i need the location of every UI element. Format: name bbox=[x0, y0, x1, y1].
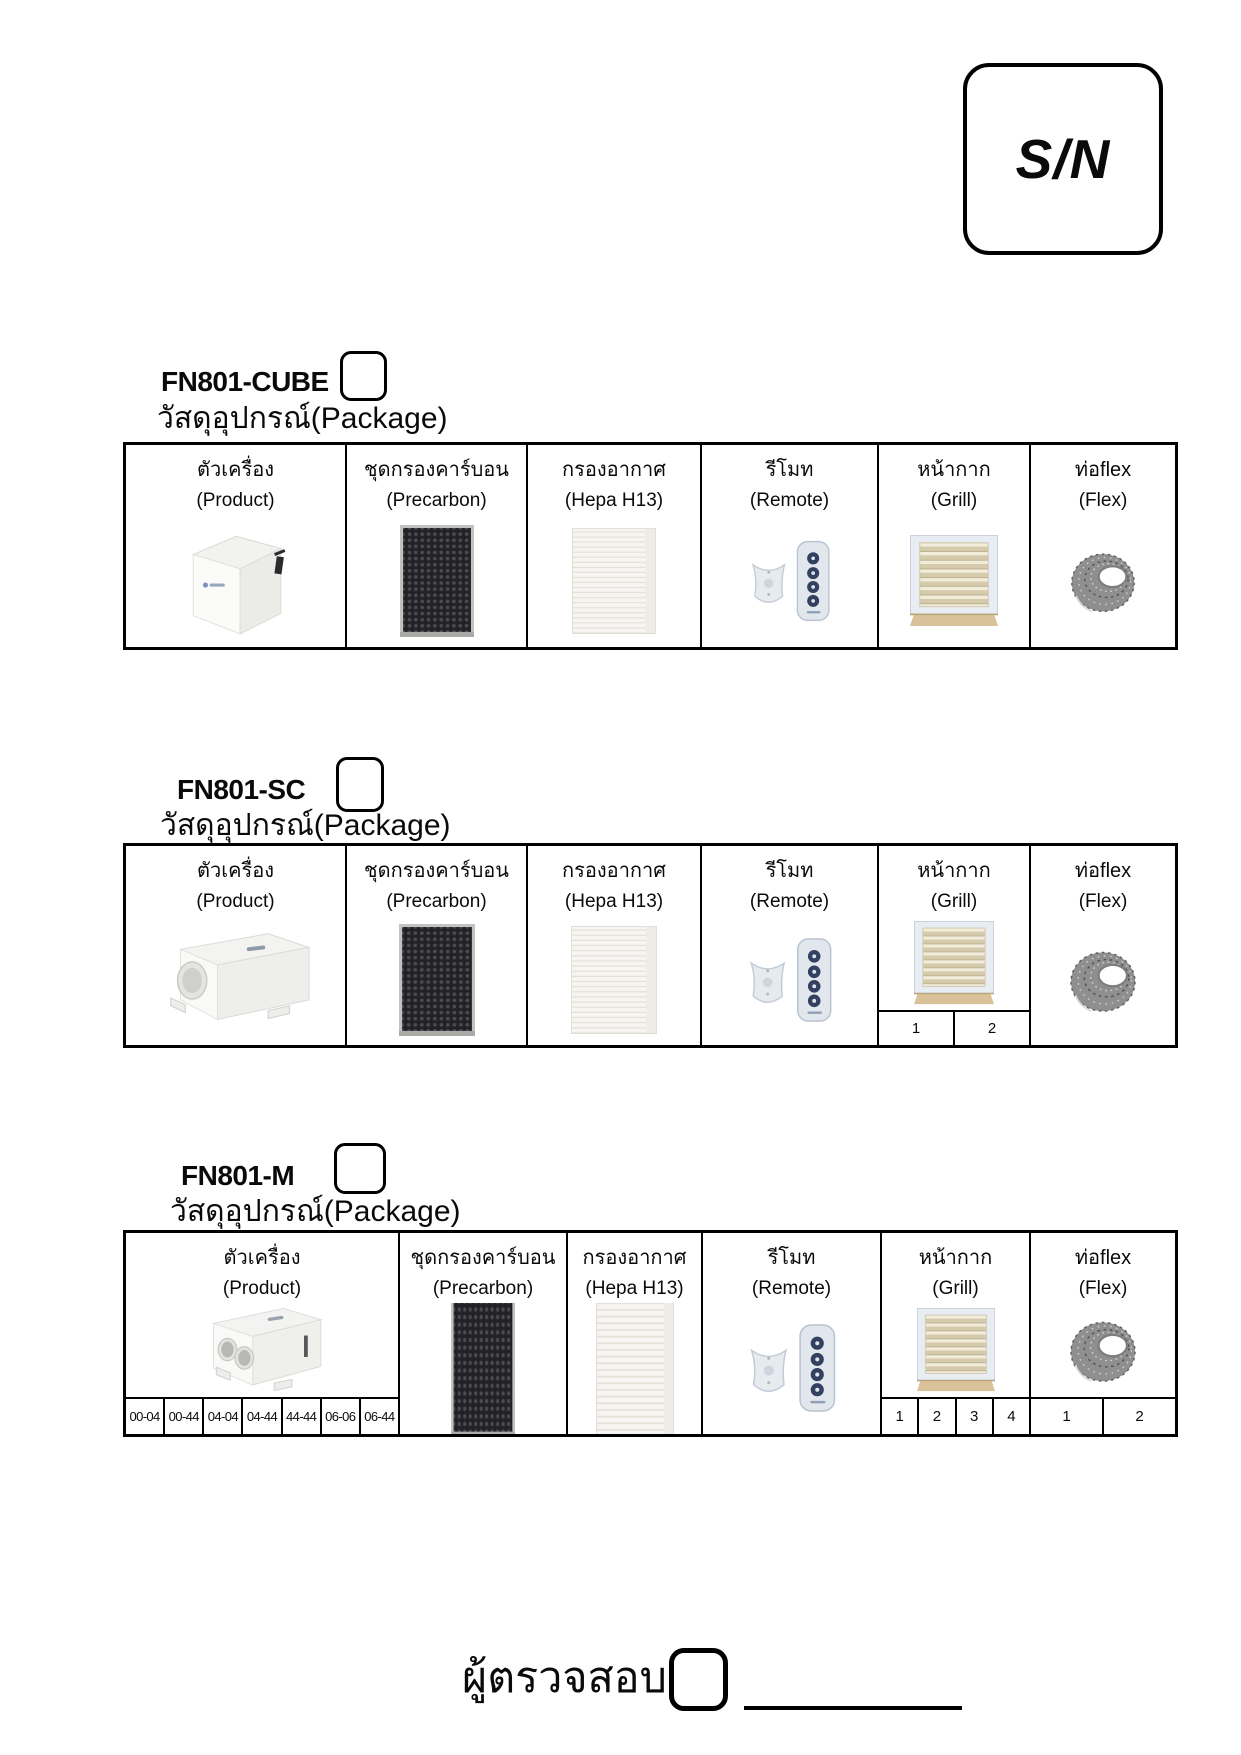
table-column-precarbon bbox=[347, 445, 528, 647]
column-header-thai: ท่อflex bbox=[1074, 459, 1132, 481]
column-header-english: (Flex) bbox=[1078, 1278, 1128, 1299]
column-header-english: (Flex) bbox=[1078, 490, 1128, 511]
column-header-thai: หน้ากาก bbox=[917, 459, 991, 481]
column-header-thai: ตัวเครื่อง bbox=[197, 459, 274, 481]
grill-count-cell: 2 bbox=[953, 1012, 1029, 1045]
grill-photo bbox=[917, 1308, 995, 1392]
column-header-english: (Grill) bbox=[932, 1278, 979, 1299]
package-table-fn801-m bbox=[123, 1230, 1178, 1437]
table-column-remote bbox=[703, 1233, 882, 1434]
column-header-thai: หน้ากาก bbox=[918, 1247, 993, 1269]
section-title-fn801-cube: FN801-CUBE bbox=[161, 366, 329, 397]
table-column-remote bbox=[702, 445, 879, 647]
serial-number-box[interactable] bbox=[963, 63, 1163, 255]
variant-code-cell: 06-06 bbox=[320, 1399, 359, 1434]
remote-control-photo bbox=[740, 537, 840, 625]
variant-code-cell: 04-44 bbox=[241, 1399, 280, 1434]
column-header-english: (Grill) bbox=[930, 490, 978, 511]
hepa-filter-photo bbox=[571, 926, 657, 1034]
grill-photo bbox=[914, 921, 994, 1005]
precarbon-filter-photo bbox=[399, 924, 475, 1036]
column-header-english: (Product) bbox=[196, 891, 275, 912]
flex-count-cell: 1 bbox=[1062, 1408, 1071, 1425]
grill-count-cell: 2 bbox=[917, 1399, 954, 1434]
model-checkbox-fn801-sc[interactable] bbox=[336, 757, 384, 812]
section-title-fn801-sc: FN801-SC bbox=[177, 774, 306, 805]
signature-line[interactable] bbox=[744, 1668, 962, 1710]
column-header-thai: รีโมท bbox=[767, 1247, 816, 1269]
model-checkbox-fn801-m[interactable] bbox=[334, 1143, 386, 1194]
flex-count-cell: 2 bbox=[1102, 1399, 1175, 1434]
table-column-precarbon bbox=[347, 846, 528, 1045]
table-column-grill bbox=[879, 445, 1031, 647]
model-checkbox-fn801-cube[interactable] bbox=[340, 351, 387, 401]
grill-count-cell: 4 bbox=[992, 1399, 1029, 1434]
product-sc-photo bbox=[152, 924, 320, 1036]
table-column-hepa bbox=[528, 445, 702, 647]
table-column-precarbon bbox=[400, 1233, 568, 1434]
column-header-english: (Remote) bbox=[751, 1278, 832, 1299]
variant-code-cell: 04-04 bbox=[202, 1399, 241, 1434]
grill-count-cell: 1 bbox=[895, 1408, 904, 1425]
table-column-product bbox=[126, 1233, 400, 1434]
remote-control-photo bbox=[741, 1320, 843, 1416]
package-label: วัสดุอุปกรณ์(Package) bbox=[157, 402, 448, 435]
column-header-english: (Product) bbox=[222, 1278, 302, 1299]
column-header-thai: ตัวเครื่อง bbox=[197, 860, 274, 882]
table-column-product bbox=[126, 846, 347, 1045]
table-column-grill bbox=[882, 1233, 1031, 1434]
column-header-english: (Remote) bbox=[749, 891, 830, 912]
column-header-english: (Precarbon) bbox=[386, 891, 487, 912]
column-header-thai: รีโมท bbox=[765, 459, 814, 481]
flex-duct-photo bbox=[1063, 542, 1143, 620]
table-column-flex bbox=[1031, 1233, 1175, 1434]
column-header-thai: ชุดกรองคาร์บอน bbox=[364, 860, 509, 882]
column-header-english: (Precarbon) bbox=[432, 1278, 534, 1299]
column-header-english: (Hepa H13) bbox=[564, 490, 664, 511]
table-column-hepa bbox=[568, 1233, 703, 1434]
variant-code-cell: 06-44 bbox=[359, 1399, 398, 1434]
section-title-fn801-m: FN801-M bbox=[181, 1160, 295, 1191]
remote-control-photo bbox=[738, 934, 842, 1026]
variant-code-cell: 00-44 bbox=[163, 1399, 202, 1434]
column-header-english: (Remote) bbox=[749, 490, 830, 511]
column-header-thai: กรองอากาศ bbox=[582, 1247, 687, 1269]
column-header-thai: ชุดกรองคาร์บอน bbox=[364, 459, 509, 481]
column-header-thai: รีโมท bbox=[765, 860, 814, 882]
variant-code-cell: 44-44 bbox=[281, 1399, 320, 1434]
package-table-fn801-cube bbox=[123, 442, 1178, 650]
flex-duct-photo bbox=[1062, 1310, 1144, 1390]
table-column-product bbox=[126, 445, 347, 647]
package-label: วัสดุอุปกรณ์(Package) bbox=[160, 809, 451, 842]
product-m-photo bbox=[185, 1303, 340, 1397]
variant-code-cell: 00-04 bbox=[129, 1409, 160, 1424]
column-header-english: (Flex) bbox=[1078, 891, 1128, 912]
table-column-flex bbox=[1031, 445, 1175, 647]
column-header-thai: กรองอากาศ bbox=[562, 459, 666, 481]
sn-label: S/N bbox=[1015, 128, 1111, 190]
flex-count-subrow bbox=[1031, 1397, 1175, 1434]
grill-photo bbox=[910, 535, 998, 627]
table-column-remote bbox=[702, 846, 879, 1045]
package-label: วัสดุอุปกรณ์(Package) bbox=[170, 1195, 461, 1228]
variant-code-subrow bbox=[126, 1397, 398, 1434]
table-column-hepa bbox=[528, 846, 702, 1045]
package-table-fn801-sc bbox=[123, 843, 1178, 1048]
grill-count-cell: 1 bbox=[911, 1020, 921, 1037]
column-header-thai: ท่อflex bbox=[1074, 860, 1132, 882]
table-column-grill bbox=[879, 846, 1031, 1045]
hepa-filter-photo bbox=[596, 1303, 674, 1434]
precarbon-filter-photo bbox=[451, 1303, 515, 1434]
grill-count-cell: 3 bbox=[955, 1399, 992, 1434]
hepa-filter-photo bbox=[572, 528, 656, 634]
flex-duct-photo bbox=[1062, 940, 1144, 1020]
column-header-english: (Hepa H13) bbox=[564, 891, 664, 912]
precarbon-filter-photo bbox=[400, 525, 474, 637]
inspector-checkbox[interactable] bbox=[669, 1648, 728, 1711]
column-header-thai: กรองอากาศ bbox=[562, 860, 666, 882]
inspector-label: ผู้ตรวจสอบ bbox=[462, 1654, 667, 1702]
column-header-english: (Hepa H13) bbox=[585, 1278, 684, 1299]
column-header-thai: หน้ากาก bbox=[917, 860, 991, 882]
table-column-flex bbox=[1031, 846, 1175, 1045]
grill-count-subrow bbox=[882, 1397, 1029, 1434]
column-header-thai: ท่อflex bbox=[1074, 1247, 1132, 1269]
grill-count-subrow bbox=[879, 1010, 1029, 1045]
column-header-thai: ตัวเครื่อง bbox=[223, 1247, 301, 1269]
column-header-thai: ชุดกรองคาร์บอน bbox=[410, 1247, 556, 1269]
column-header-english: (Product) bbox=[196, 490, 275, 511]
column-header-english: (Grill) bbox=[930, 891, 978, 912]
product-cube-photo bbox=[175, 520, 297, 642]
column-header-english: (Precarbon) bbox=[386, 490, 487, 511]
